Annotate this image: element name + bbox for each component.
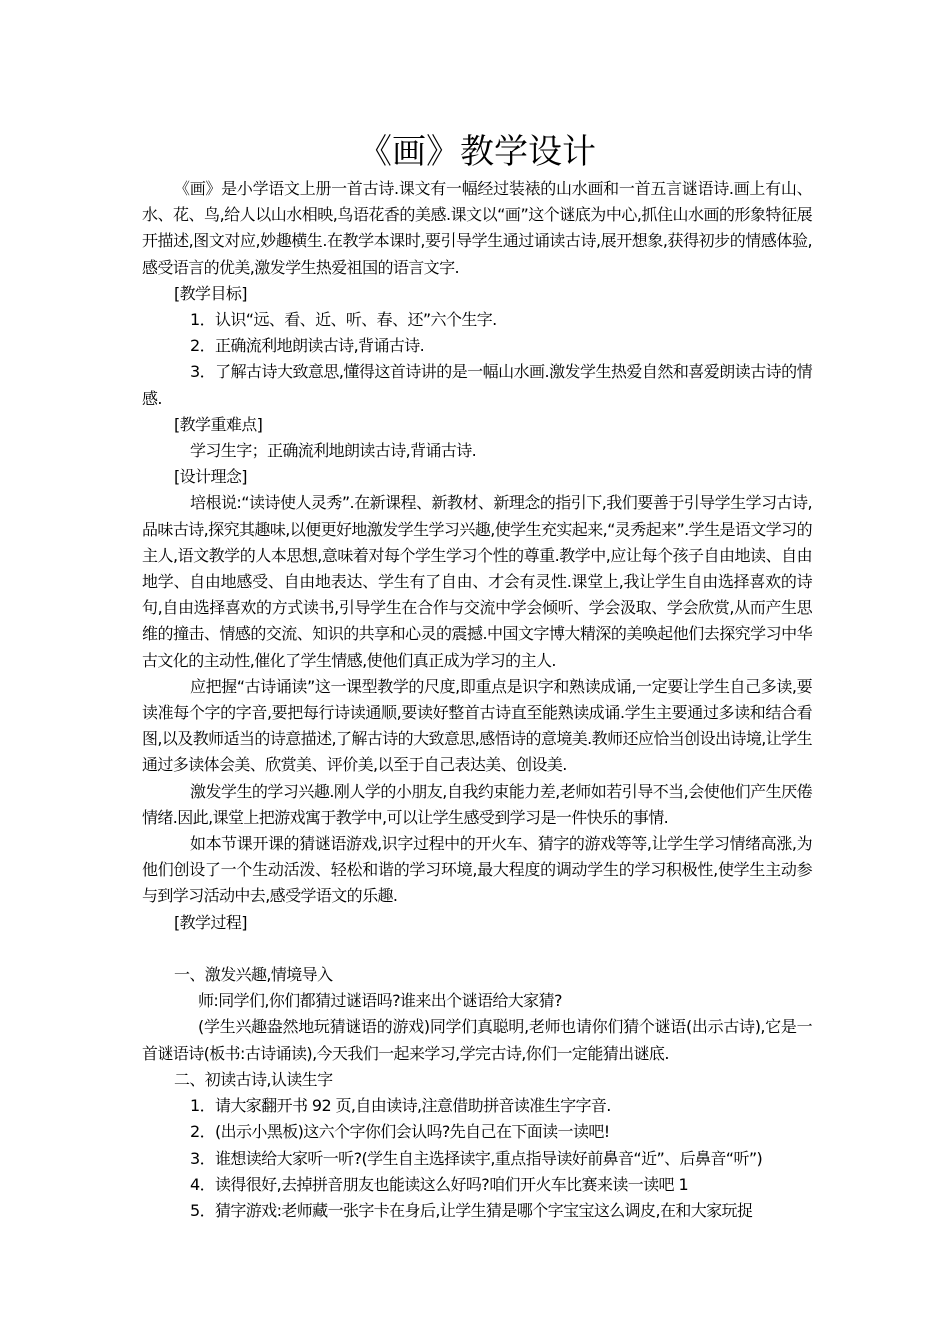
- goals-heading: [教学目标]: [174, 283, 247, 303]
- intro-paragraph: 《画》是小学语文上册一首古诗.课文有一幅经过装裱的山水画和一首五言谜语诗.画上有山、水、花、鸟,给人以山水相映,鸟语花香的美感.课文以“画”这个谜底为中心,抓住山水画的形象特征展开描述,图文对应,妙趣横生.在教学本课时,要引导学生通过诵读古诗,展开想象,获得初步的情感体验,感受语言的优美,激发学生热爱祖国的语言文字.: [142, 179, 812, 277]
- concept-paragraph: 应把握“古诗诵读”这一课型教学的尺度,即重点是识字和熟读成诵,一定要让学生自己多读,要读准每个字的字音,要把每行诗读通顺,要读好整首古诗直至能熟读成诵.学生主要通过多读和结合看图,以及教师适当的诗意描述,了解古诗的大致意思,感悟诗的意境美.教师还应恰当创设出诗境,让学生通过多读体会美、欣赏美、评价美,以至于自己表达美、创设美.: [142, 676, 812, 775]
- step2-item: 3．谁想读给大家听一听?(学生自主选择读宇,重点指导读好前鼻音“近”、后鼻音“听”): [190, 1148, 763, 1168]
- document-page: [142, 128, 812, 1224]
- concept-paragraph: 培根说:“读诗使人灵秀”.在新课程、新教材、新理念的指引下,我们要善于引导学生学习古诗,品味古诗,探究其趣味,以便更好地激发学生学习兴趣,使学生充实起来,“灵秀起来”.学生是语文学习的主人,语文教学的人本思想,意味着对每个学生学习个性的尊重.教学中,应让每个孩子自由地读、自由地学、自由地感受、自由地表达、学生有了自由、才会有灵性.课堂上,我让学生自由选择喜欢的诗句,自由选择喜欢的方式读书,引导学生在合作与交流中学会倾听、学会汲取、学会欣赏,从而产生思维的撞击、情感的交流、知识的共享和心灵的震撼.中国文字博大精深的美唤起他们去探究学习中华古文化的主动性,催化了学生情感,使他们真正成为学习的主人.: [142, 493, 813, 670]
- keypoints-heading: [教学重难点]: [174, 414, 263, 434]
- concept-paragraph: 如本节课开课的猜谜语游戏,识字过程中的开火车、猜字的游戏等等,让学生学习情绪高涨,为他们创设了一个生动活泼、轻松和谐的学习环境,最大程度的调动学生的学习积极性,使学生主动参与到学习活动中去,感受学语文的乐趣.: [142, 834, 812, 906]
- process-heading: [教学过程]: [174, 912, 247, 932]
- step2-item: 4．读得很好,去掉拼音朋友也能读这么好吗?咱们开火车比赛来读一读吧 1: [190, 1174, 689, 1194]
- blank-line: [142, 936, 812, 962]
- goal-item: 2．正确流利地朗读古诗,背诵古诗.: [190, 336, 425, 356]
- step2-item: 5．猜字游戏:老师藏一张字卡在身后,让学生猜是哪个字宝宝这么调皮,在和大家玩捉: [190, 1200, 753, 1220]
- document-title: 《画》教学设计: [358, 132, 596, 172]
- concept-paragraph: 激发学生的学习兴趣.刚人学的小朋友,自我约束能力差,老师如若引导不当,会使他们产生厌倦情绪.因此,课堂上把游戏寓于教学中,可以让学生感受到学习是一件快乐的事情.: [142, 781, 812, 827]
- goal-item: 3．了解古诗大致意思,懂得这首诗讲的是一幅山水画.激发学生热爱自然和喜爱朗读古诗的情感.: [142, 362, 812, 408]
- step2-heading: 二、初读古诗,认读生字: [174, 1069, 333, 1089]
- keypoints-text: 学习生字；正确流利地朗读古诗,背诵古诗.: [190, 441, 477, 461]
- goal-item: 1．认识“远、看、近、听、春、还”六个生字.: [190, 310, 497, 330]
- concept-heading: [设计理念]: [174, 467, 247, 487]
- step1-line: (学生兴趣盎然地玩猜谜语的游戏)同学们真聪明,老师也请你们猜个谜语(出示古诗),它是一首谜语诗(板书:古诗诵读),今天我们一起来学习,学完古诗,你们一定能猜出谜底.: [142, 1017, 812, 1063]
- step2-item: 2．(出示小黑板)这六个字你们会认吗?先自己在下面读一读吧!: [190, 1122, 610, 1142]
- step1-heading: 一、激发兴趣,情境导入: [174, 965, 333, 985]
- step1-line: 师:同学们,你们都猜过谜语吗?谁来出个谜语给大家猜?: [198, 991, 562, 1011]
- step2-item: 1．请大家翻开书 92 页,自由读诗,注意借助拼音读准生字字音.: [190, 1096, 611, 1116]
